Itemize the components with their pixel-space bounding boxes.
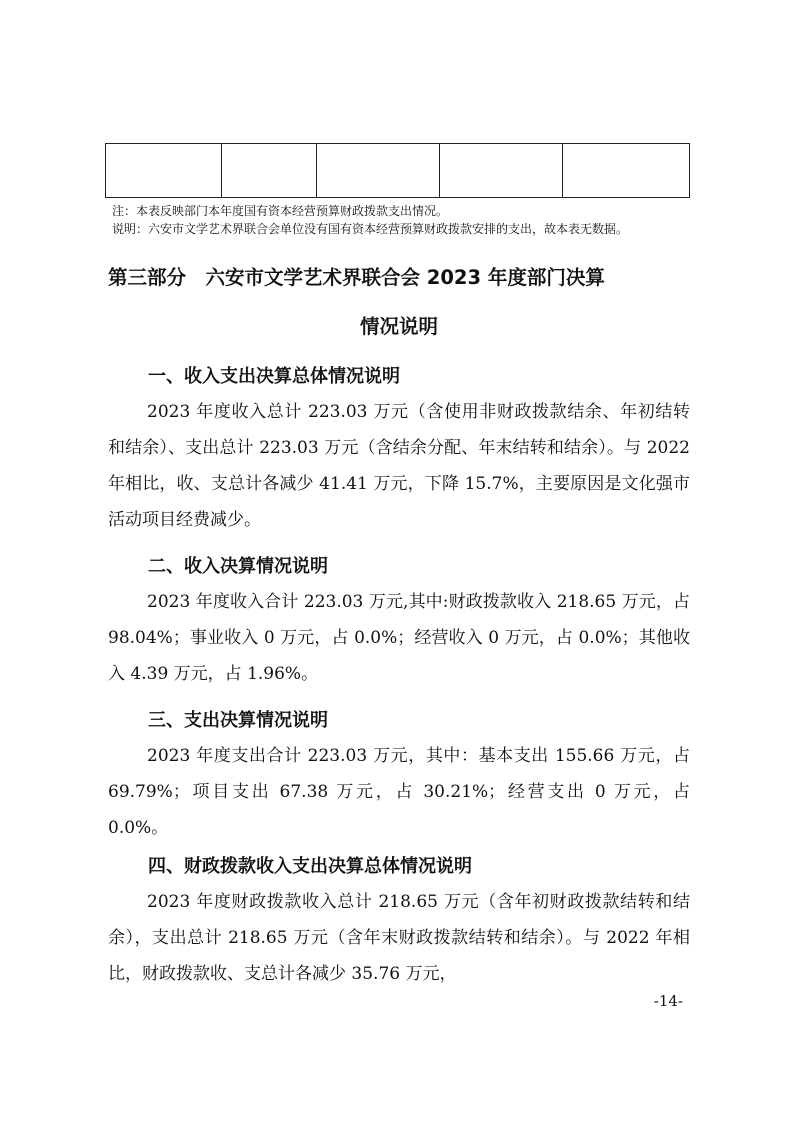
- empty-data-table: [105, 143, 690, 198]
- section-title-line1: 第三部分 六安市文学艺术界联合会 2023 年度部门决算: [108, 266, 605, 289]
- paragraph-2: 2023 年度收入合计 223.03 万元,其中:财政拨款收入 218.65 万元，占 98.04%；事业收入 0 万元，占 0.0%；经营收入 0 万元，占 0.0%；其他收入 4.39 万元，占 1.96%。: [108, 592, 690, 684]
- heading-1: 一、收入支出决算总体情况说明: [148, 366, 400, 387]
- table-row: [106, 144, 690, 198]
- table-cell: [106, 144, 222, 198]
- paragraph-3: 2023 年度支出合计 223.03 万元，其中：基本支出 155.66 万元，占 69.79%；项目支出 67.38 万元，占 30.21%；经营支出 0 万元，占 0.0%。: [108, 746, 690, 838]
- section-title-line2: 情况说明: [359, 315, 438, 338]
- paragraph-4: 2023 年度财政拨款收入总计 218.65 万元（含年初财政拨款结转和结余），支出总计 218.65 万元（含年末财政拨款结转和结余）。与 2022 年相比，财政拨款收、支总计各减少 35.76 万元，: [108, 892, 690, 984]
- table-explanation: 说明：六安市文学艺术界联合会单位没有国有资本经营预算财政拨款安排的支出，故本表无数据。: [112, 222, 629, 236]
- page-number: -14-: [653, 992, 683, 1010]
- table-cell: [563, 144, 690, 198]
- heading-2: 二、收入决算情况说明: [148, 556, 328, 577]
- paragraph-1: 2023 年度收入总计 223.03 万元（含使用非财政拨款结余、年初结转和结余）、支出总计 223.03 万元（含结余分配、年末结转和结余）。与 2022 年相比，收、支总计各减少 41.41 万元，下降 15.7%，主要原因是文化强市活动项目经费减少。: [108, 402, 690, 530]
- heading-4: 四、财政拨款收入支出决算总体情况说明: [148, 856, 472, 877]
- table-cell: [222, 144, 317, 198]
- heading-3: 三、支出决算情况说明: [148, 710, 328, 731]
- table-note: 注：本表反映部门本年度国有资本经营预算财政拨款支出情况。: [112, 204, 449, 218]
- table-cell: [440, 144, 563, 198]
- table-cell: [317, 144, 440, 198]
